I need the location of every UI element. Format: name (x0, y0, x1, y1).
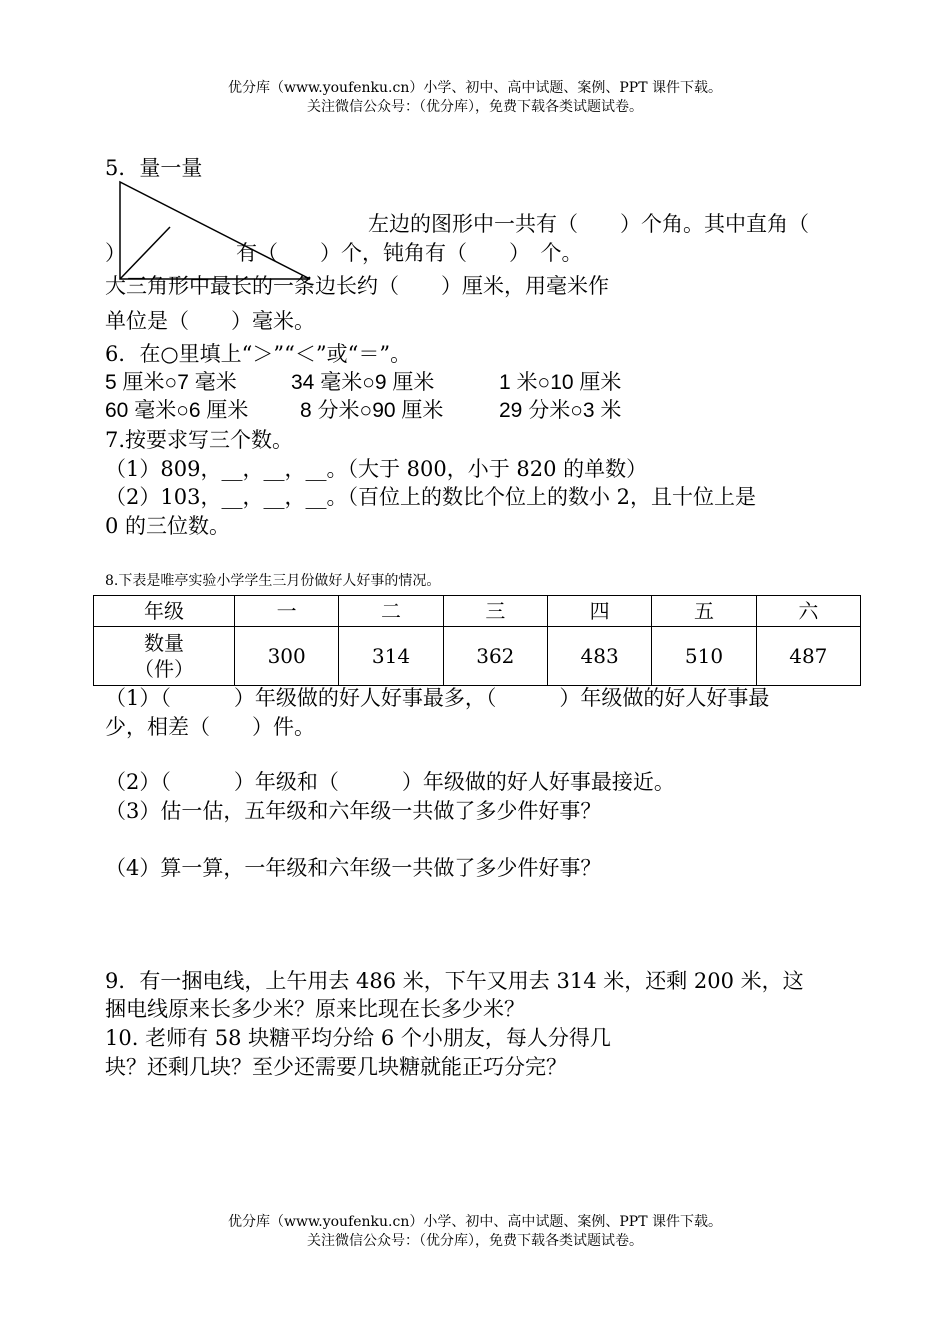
q6-row2-item2: 8 分米○90 厘米 (300, 399, 444, 422)
q8-part-1-cont: 少，相差（ ）件。 (105, 715, 315, 739)
q10-line-2: 块？还剩几块？至少还需要几块糖就能正巧分完？ (105, 1055, 567, 1079)
q7-title: 7.按要求写三个数。 (105, 428, 294, 452)
header-line-1: 优分库（www.youfenku.cn）小学、初中、高中试题、案例、PPT 课件下载。 (227, 80, 722, 96)
q5-line-4: 单位是（ ）毫米。 (105, 309, 315, 333)
footer-line-2: 关注微信公众号：（优分库），免费下载各类试题试卷。 (307, 1233, 643, 1249)
q5-line-1: 左边的图形中一共有（ ）个角。其中直角（ (368, 212, 809, 236)
q5-title: 5．量一量 (105, 156, 203, 180)
grade-5: 五 (652, 596, 756, 627)
table-row-counts (94, 627, 861, 686)
count-grade-5: 510 (652, 627, 756, 686)
count-grade-2: 314 (339, 627, 443, 686)
count-grade-3: 362 (443, 627, 547, 686)
q5-line-2b: 有（ ）个，钝角有（ ） 个。 (236, 241, 583, 265)
q6-row1-item2: 34 毫米○9 厘米 (291, 371, 435, 394)
q5-line-3: 大三角形中最长的一条边长约（ ）厘米，用毫米作 (105, 274, 609, 298)
grade-3: 三 (443, 596, 547, 627)
q8-title: 8.下表是唯亭实验小学学生三月份做好人好事的情况。 (105, 573, 441, 589)
grade-4: 四 (547, 596, 651, 627)
q6-row1-item1: 5 厘米○7 毫米 (105, 371, 237, 394)
q10-line-1: 10. 老师有 58 块糖平均分给 6 个小朋友，每人分得几 (105, 1026, 611, 1050)
q5-line-2a: ） (105, 241, 126, 265)
row-label-count-b: （件） (134, 657, 194, 681)
grade-2: 二 (339, 596, 443, 627)
q8-part-4: （4）算一算，一年级和六年级一共做了多少件好事？ (105, 856, 602, 880)
row-label-count (94, 627, 235, 686)
q8-part-1: （1）（ ）年级做的好人好事最多，（ ）年级做的好人好事最 (105, 686, 770, 710)
q6-title: 6．在○里填上“＞”“＜”或“＝”。 (105, 342, 412, 366)
triangle-figure (112, 178, 317, 284)
count-grade-1: 300 (235, 627, 339, 686)
q6-row1-item3: 1 米○10 厘米 (499, 371, 622, 394)
table-row-grades (94, 596, 861, 627)
count-grade-6: 487 (756, 627, 860, 686)
q6-row2-item1: 60 毫米○6 厘米 (105, 399, 249, 422)
q8-part-3: （3）估一估，五年级和六年级一共做了多少件好事？ (105, 799, 602, 823)
q9-line-1: 9．有一捆电线，上午用去 486 米，下午又用去 314 米，还剩 200 米，这 (105, 969, 804, 993)
q6-row2-item3: 29 分米○3 米 (499, 399, 622, 422)
q7-part-2: （2）103，__，__，__。（百位上的数比个位上的数小 2，且十位上是 (105, 485, 756, 509)
q9-line-2: 捆电线原来长多少米？原来比现在长多少米？ (105, 997, 525, 1021)
grade-6: 六 (756, 596, 860, 627)
q8-part-2: （2）（ ）年级和（ ）年级做的好人好事最接近。 (105, 770, 675, 794)
q7-part-1: （1）809，__，__，__。（大于 800，小于 820 的单数） (105, 457, 648, 481)
good-deeds-table (93, 595, 861, 686)
row-label-count-a: 数量 (144, 631, 184, 655)
row-label-grade: 年级 (94, 596, 235, 627)
count-grade-4: 483 (547, 627, 651, 686)
header-line-2: 关注微信公众号：（优分库），免费下载各类试题试卷。 (307, 99, 643, 115)
q7-part-2-cont: 0 的三位数。 (105, 514, 231, 538)
grade-1: 一 (235, 596, 339, 627)
footer-line-1: 优分库（www.youfenku.cn）小学、初中、高中试题、案例、PPT 课件下载。 (227, 1214, 722, 1230)
